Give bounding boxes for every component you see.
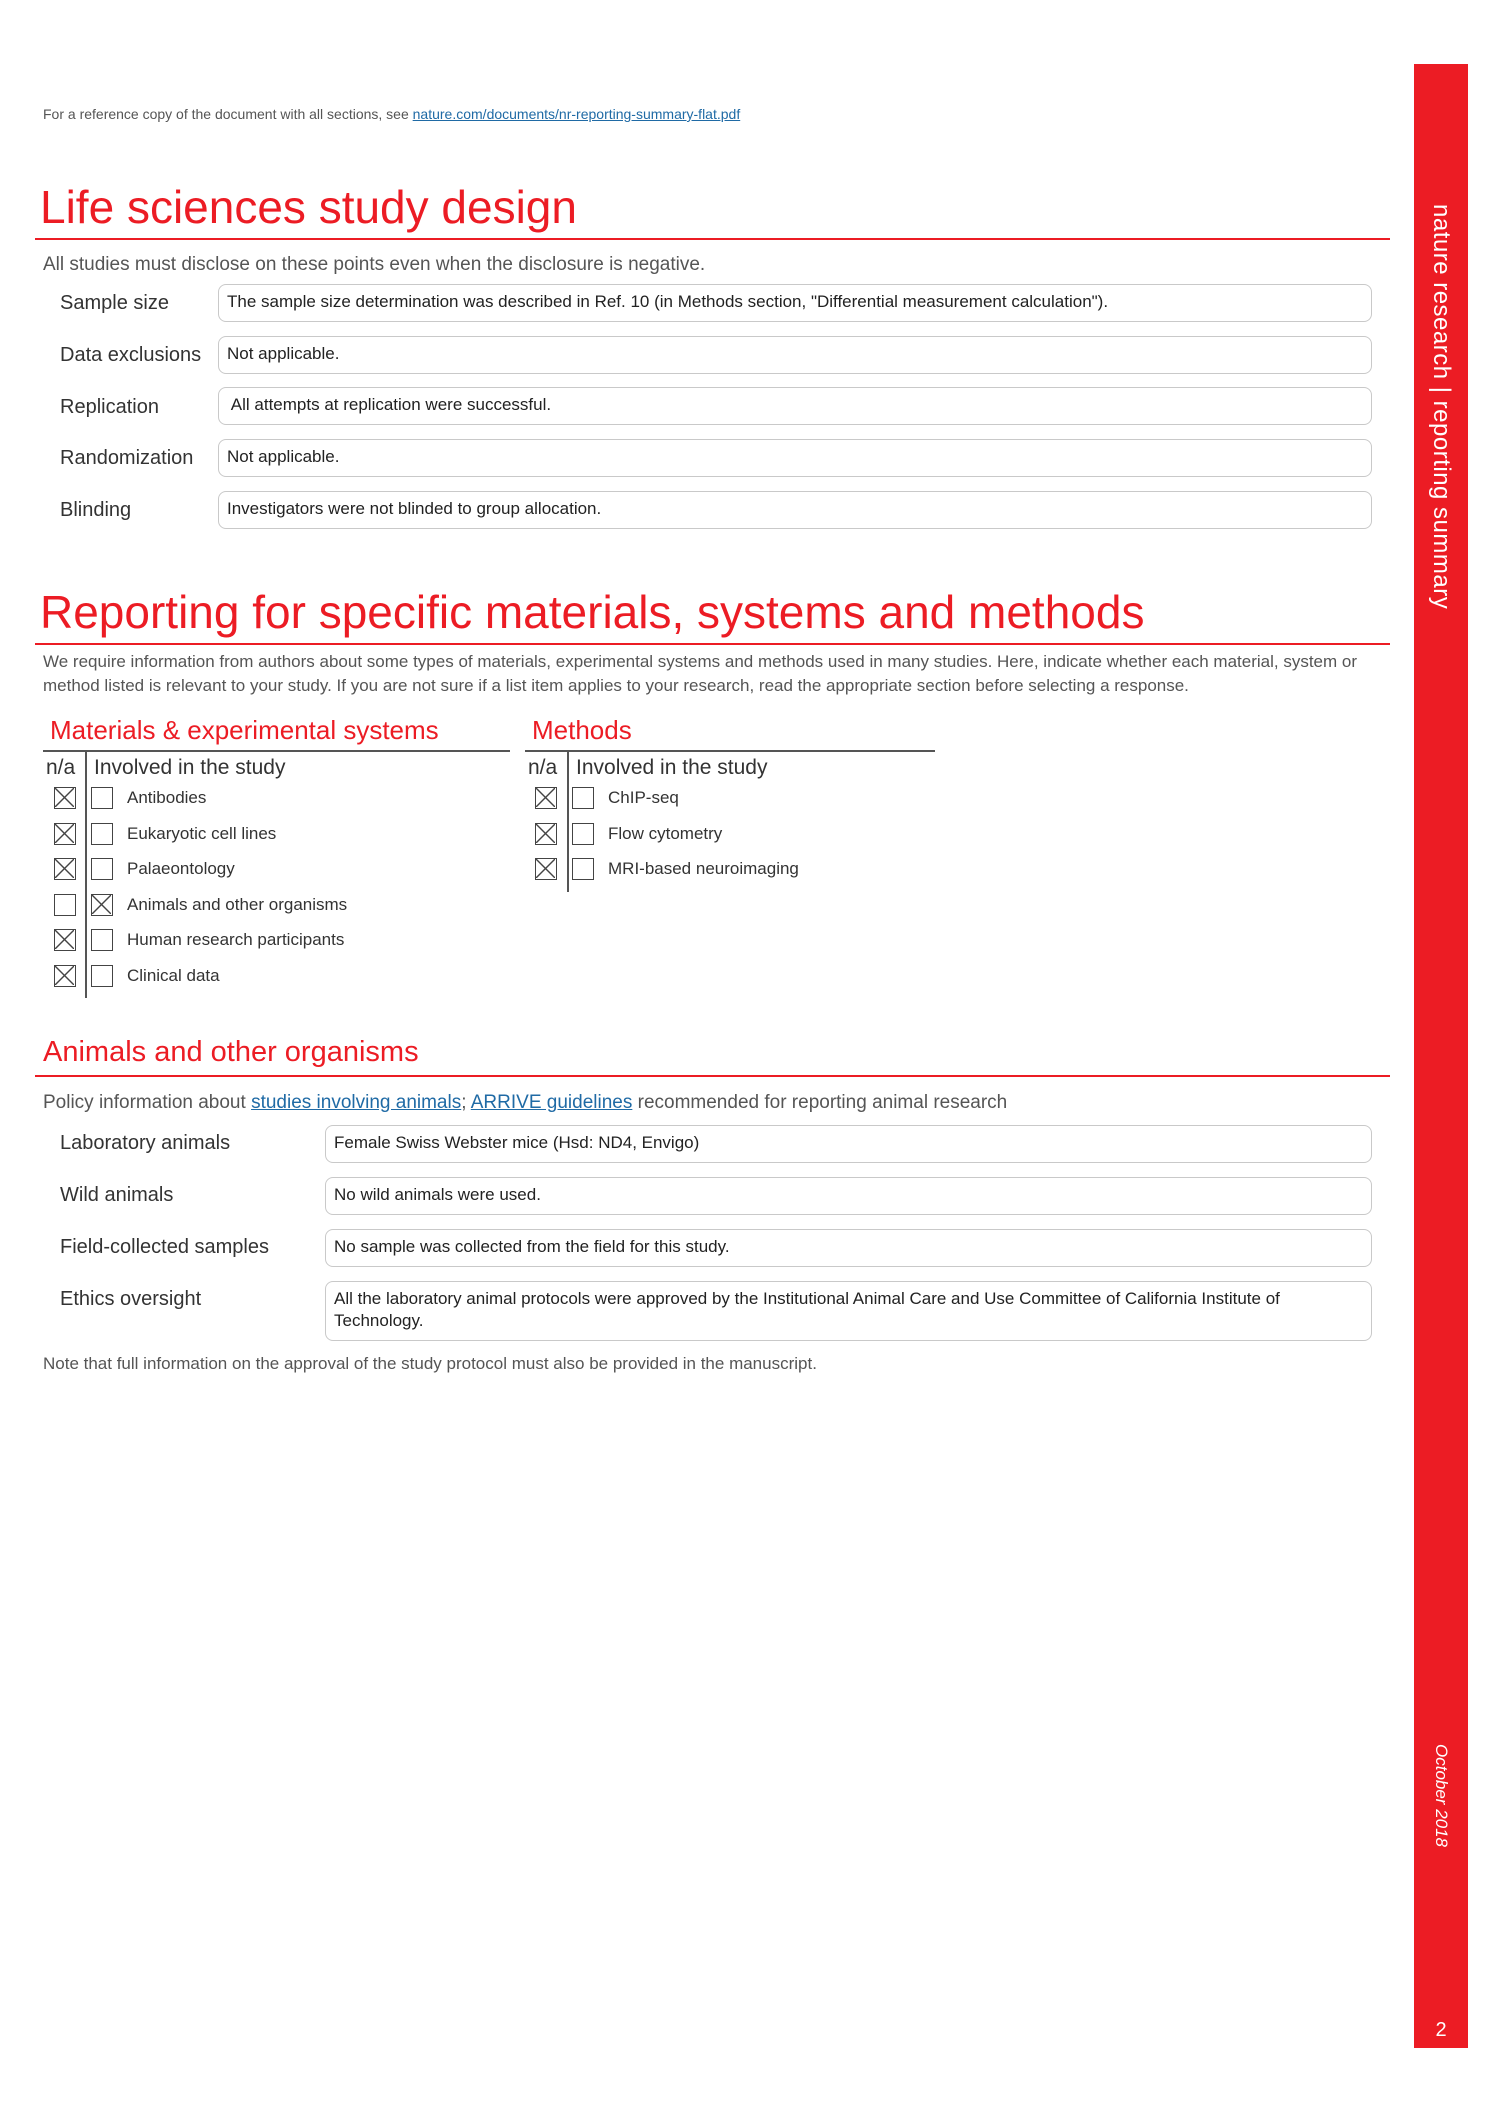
randomization-label: Randomization <box>60 447 194 469</box>
ethics-oversight-field[interactable]: All the laboratory animal protocols were approved by the Institutional Animal Care and Use Committee of California Institute of Technology. <box>325 1281 1372 1341</box>
methods-item-involved-checkbox[interactable] <box>572 787 594 809</box>
arrive-guidelines-link[interactable]: ARRIVE guidelines <box>470 1092 633 1113</box>
sidebar-band <box>1414 64 1468 2048</box>
reporting-intro: We require information from authors about some types of materials, experimental systems and methods used in many studies. Here, indicate whether each material, system or method listed is relevant to your study. If you are not sure if a list item applies to your research, read the appropriate section before selecting a response. <box>43 652 1358 695</box>
materials-item-label: Human research participants <box>127 930 345 949</box>
materials-item-label: Animals and other organisms <box>127 894 348 914</box>
sample-size-field[interactable]: The sample size determination was described in Ref. 10 (in Methods section, "Differential measurement calculation"). <box>218 284 1372 322</box>
materials-item-na-checkbox[interactable] <box>54 929 76 951</box>
methods-rule <box>525 750 935 752</box>
field-collected-samples-field[interactable]: No sample was collected from the field for this study. <box>325 1229 1372 1267</box>
replication-label: Replication <box>60 396 159 418</box>
materials-item-label: Eukaryotic cell lines <box>127 823 277 843</box>
materials-item-na-checkbox[interactable] <box>54 823 76 845</box>
methods-col-na: n/a <box>528 756 558 779</box>
sidebar-date: October 2018 <box>1432 1744 1451 1848</box>
life-sciences-title: Life sciences study design <box>40 181 577 233</box>
blinding-label: Blinding <box>60 499 132 521</box>
methods-item-label: MRI-based neuroimaging <box>608 859 799 878</box>
sample-size-label: Sample size <box>60 292 169 314</box>
reference-note <box>43 106 740 122</box>
life-sciences-rule <box>35 238 1390 240</box>
animals-policy-prefix: Policy information about <box>43 1092 252 1113</box>
data-exclusions-field[interactable]: Not applicable. <box>218 336 1372 374</box>
reference-note-prefix: For a reference copy of the document with all sections, see <box>43 106 413 122</box>
laboratory-animals-field[interactable]: Female Swiss Webster mice (Hsd: ND4, Envigo) <box>325 1125 1372 1163</box>
randomization-field[interactable]: Not applicable. <box>218 439 1372 477</box>
ethics-oversight-label: Ethics oversight <box>60 1288 202 1310</box>
materials-item-na-checkbox[interactable] <box>54 787 76 809</box>
materials-item-involved-checkbox[interactable] <box>91 929 113 951</box>
materials-item-label: Palaeontology <box>127 859 235 878</box>
methods-col-involved: Involved in the study <box>576 756 768 779</box>
laboratory-animals-label: Laboratory animals <box>60 1132 231 1154</box>
materials-col-involved: Involved in the study <box>94 756 286 779</box>
animals-policy-suffix: recommended for reporting animal research <box>632 1092 1008 1113</box>
materials-title: Materials & experimental systems <box>50 715 439 745</box>
materials-item-na-checkbox[interactable] <box>54 894 76 916</box>
methods-item-involved-checkbox[interactable] <box>572 858 594 880</box>
studies-involving-animals-link[interactable]: studies involving animals <box>251 1092 462 1113</box>
materials-item-na-checkbox[interactable] <box>54 858 76 880</box>
materials-rule <box>43 750 510 752</box>
reference-pdf-link[interactable]: nature.com/documents/nr-reporting-summary-flat.pdf <box>412 106 741 122</box>
methods-item-involved-checkbox[interactable] <box>572 823 594 845</box>
blinding-field[interactable]: Investigators were not blinded to group allocation. <box>218 491 1372 529</box>
materials-divider <box>85 752 87 998</box>
page-number: 2 <box>1435 2019 1447 2041</box>
methods-item-label: ChIP-seq <box>608 788 679 807</box>
materials-item-label: Clinical data <box>127 965 220 985</box>
animals-title: Animals and other organisms <box>43 1036 419 1068</box>
materials-item-label: Antibodies <box>127 788 207 807</box>
methods-item-na-checkbox[interactable] <box>535 858 557 880</box>
materials-col-na: n/a <box>46 756 76 779</box>
materials-item-involved-checkbox[interactable] <box>91 965 113 987</box>
methods-item-na-checkbox[interactable] <box>535 823 557 845</box>
wild-animals-field[interactable]: No wild animals were used. <box>325 1177 1372 1215</box>
wild-animals-label: Wild animals <box>60 1184 174 1206</box>
reporting-rule <box>35 643 1390 645</box>
life-sciences-intro: All studies must disclose on these points even when the disclosure is negative. <box>43 254 706 275</box>
materials-item-involved-checkbox[interactable] <box>91 894 113 916</box>
animals-policy <box>43 1092 1007 1114</box>
approval-note: Note that full information on the approval of the study protocol must also be provided in the manuscript. <box>43 1354 817 1373</box>
animals-policy-sep: ; <box>461 1092 471 1113</box>
materials-item-involved-checkbox[interactable] <box>91 787 113 809</box>
reporting-title: Reporting for specific materials, systems and methods <box>40 586 1145 638</box>
methods-title: Methods <box>532 715 632 745</box>
replication-field[interactable]: All attempts at replication were successful. <box>218 387 1372 425</box>
methods-item-na-checkbox[interactable] <box>535 787 557 809</box>
field-collected-samples-label: Field-collected samples <box>60 1236 269 1258</box>
animals-rule <box>35 1075 1390 1077</box>
data-exclusions-label: Data exclusions <box>60 344 202 366</box>
materials-item-involved-checkbox[interactable] <box>91 823 113 845</box>
methods-divider <box>567 752 569 892</box>
materials-item-na-checkbox[interactable] <box>54 965 76 987</box>
methods-item-label: Flow cytometry <box>608 823 723 843</box>
sidebar-title: nature research | reporting summary <box>1428 204 1455 610</box>
materials-item-involved-checkbox[interactable] <box>91 858 113 880</box>
